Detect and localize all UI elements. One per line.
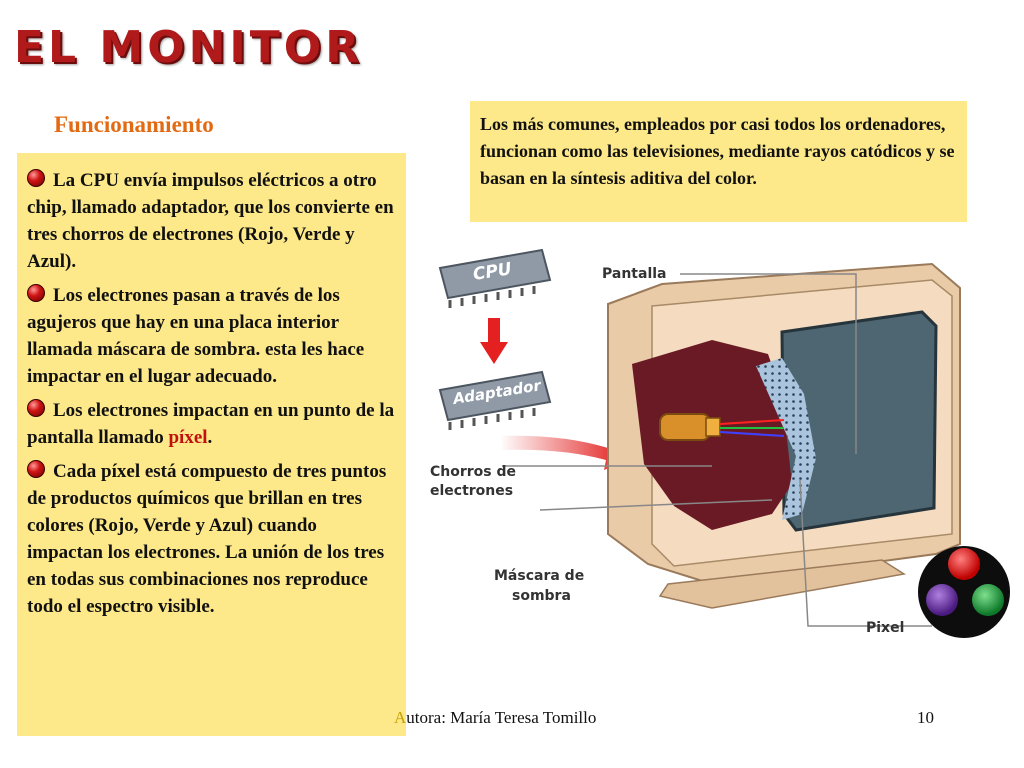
monitor-icon xyxy=(608,264,960,608)
pixel-highlight: píxel xyxy=(168,427,208,448)
adapter-label: Adaptador xyxy=(451,376,543,408)
streams-label-line1: Chorros de xyxy=(430,464,517,480)
explanation-box xyxy=(17,153,406,736)
author-name: utora: María Teresa Tomillo xyxy=(406,708,597,727)
cpu-label: CPU xyxy=(471,259,514,285)
intro-box: Los más comunes, empleados por casi todos los ordenadores, funcionan como las televisiones, mediante rayos catódicos y se basan en la síntesis aditiva del color. xyxy=(470,101,967,222)
page-number: 10 xyxy=(917,708,934,727)
streams-label-line2: electrones xyxy=(430,483,514,499)
bullet-dot-icon xyxy=(27,284,45,302)
bullet-item xyxy=(27,282,396,390)
pixel-label: Pixel xyxy=(866,620,905,636)
bullet-text: Cada píxel está compuesto de tres puntos de productos químicos que brillan en tres colores (Rojo, Verde y Azul) cuando impactan los electrones. La unión de los tres en todas sus combinaciones nos reproduce todo el espectro visible. xyxy=(27,461,387,617)
bullet-item xyxy=(27,458,396,620)
bullet-item xyxy=(27,397,396,451)
mask-label-line2: sombra xyxy=(512,588,571,604)
pixel-icon xyxy=(918,546,1010,638)
screen-label: Pantalla xyxy=(602,266,667,282)
bullet-text: Los electrones pasan a través de los agujeros que hay en una placa interior llamada máscara de sombra. esta les hace impactar en el lugar adecuado. xyxy=(27,285,365,387)
footer-author xyxy=(394,708,596,728)
bullet-item xyxy=(27,167,396,275)
bullet-dot-icon xyxy=(27,399,45,417)
author-initial: A xyxy=(394,708,407,727)
mask-label-line1: Máscara de xyxy=(494,568,585,584)
bullet-text-end: . xyxy=(207,427,213,448)
slide-title: EL MONITOR xyxy=(14,22,364,73)
slide-subtitle: Funcionamiento xyxy=(54,112,214,137)
down-arrow-icon xyxy=(480,318,508,364)
bullet-dot-icon xyxy=(27,169,45,187)
bullet-text: La CPU envía impulsos eléctricos a otro chip, llamado adaptador, que los convierte en tres chorros de electrones (Rojo, Verde y Azul). xyxy=(27,170,394,272)
bullet-dot-icon xyxy=(27,460,45,478)
monitor-illustration xyxy=(412,244,1024,642)
bullet-text: Los electrones impactan en un punto de la pantalla llamado xyxy=(27,400,395,448)
